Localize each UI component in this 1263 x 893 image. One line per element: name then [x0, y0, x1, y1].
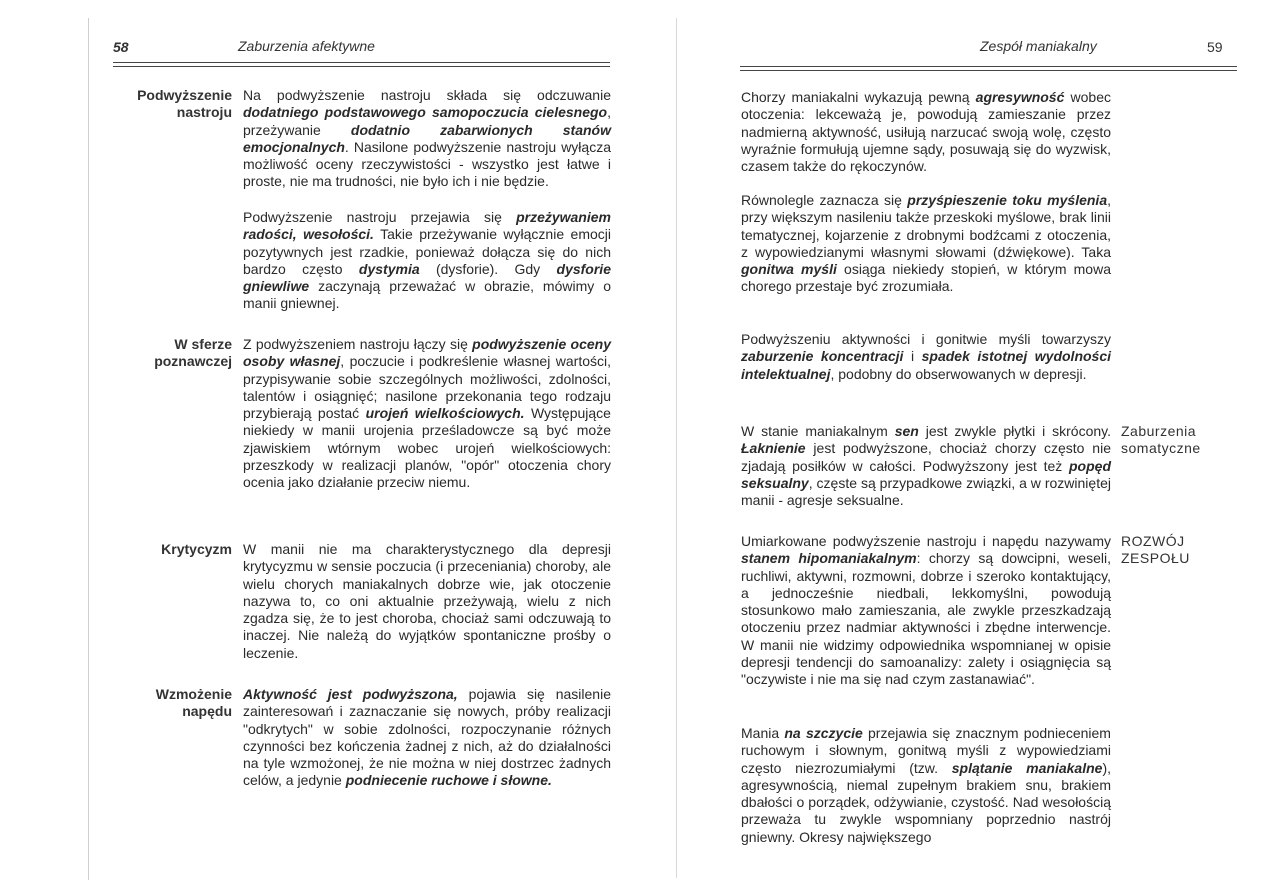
side-heading-w-sferze-poznawczej — [100, 336, 232, 370]
paragraph — [741, 89, 1111, 175]
side-heading-line: Krytycyzm — [161, 541, 232, 557]
text-run: wobec otoczenia: lekceważą je, powodują zamieszanie przez nadmierną aktywność, usiłują narzucać swoją wolę, często wyraźnie formułują ujemne sądy, posuwają się do wyzwisk, czasem także do rękoczynów. — [741, 89, 1111, 175]
running-head-left: Zaburzenia afektywne — [238, 38, 375, 54]
text-run: jest podwyższone, chociaż chorzy często nie zjadają posiłków w całości. Podwyższony jest też — [741, 440, 1111, 474]
paragraph — [243, 87, 611, 191]
text-run: Umiarkowane podwyższenie nastroju i napędu nazywamy — [741, 533, 1111, 549]
text-run: i — [903, 348, 922, 365]
emphasized-term: sen — [894, 423, 919, 439]
emphasized-term: agresywność — [975, 89, 1065, 105]
header-rule — [740, 66, 1237, 67]
side-heading-podwyzszenie-nastroju — [100, 87, 232, 121]
emphasized-term: podniecenie ruchowe i słowne. — [345, 772, 552, 789]
paragraph — [243, 686, 611, 790]
paragraph — [243, 336, 611, 492]
text-run: , przy większym nasileniu także przeskoki myślowe, brak linii tematycznej, kojarzenie z drobnymi bodźcami z otoczenia, z wypowiedzianymi własnymi słowami (dźwiękowe). Taka — [741, 192, 1111, 260]
margin-note-line: ROZWÓJ — [1121, 533, 1185, 549]
text-run: , częste są przypadkowe związki, a w rozwiniętej manii - agresje seksualne. — [741, 474, 1111, 509]
emphasized-term: przyśpieszenie toku myślenia — [907, 192, 1108, 208]
text-run: Podwyższeniu aktywności i gonitwie myśli towarzyszy — [741, 331, 1111, 347]
emphasized-term: gonitwa myśli — [741, 261, 837, 278]
paragraph — [741, 192, 1111, 296]
emphasized-term: dodatniego podstawowego samopoczucia cielesnego — [243, 104, 608, 121]
text-run: . Nasilone podwyższenie nastroju wyłącza możliwość oceny rzeczywistości - wszystko jest łatwe i proste, nie ma trudności, nie było ich i nie będzie. — [243, 138, 611, 190]
margin-note-rozwoj-zespolu — [1121, 533, 1241, 567]
emphasized-term: dysforie gniewliwe — [243, 260, 611, 295]
emphasized-term: na szczycie — [784, 725, 863, 741]
side-heading-krytycyzm — [100, 541, 232, 558]
emphasized-term: stanem hipomaniakalnym — [741, 550, 917, 567]
running-head-right: Zespół maniakalny — [980, 38, 1097, 54]
paragraph — [243, 209, 611, 313]
left-page — [0, 0, 630, 893]
text-run: jest zwykle płytki i skrócony. — [918, 423, 1111, 439]
page-number-left: 58 — [113, 39, 129, 55]
text-run: Z podwyższeniem nastroju łączy się — [243, 336, 473, 352]
emphasized-term: Łaknienie — [741, 440, 806, 457]
text-run: pojawia się nasilenie zainteresowań i zaznaczanie się nowych, próby realizacji "odkrytych" w sobie zdolności, rozpoczynanie różnych czynności bez kończenia żadnej z nich, aż do działalności na tyle wzmożonej, że nie można w niej dostrzec żadnych celów, a jedynie — [243, 686, 611, 789]
text-run: ), agresywnością, niemal zupełnym brakiem snu, brakiem dbałości o porządek, odżywianie, czystość. Nad wesołością przeważa tu zwykle wspomniany poprzednio nastrój gniewny. Okresy największego — [741, 759, 1111, 845]
text-run: (dysforie). Gdy — [419, 260, 557, 277]
text-run: Podwyższenie nastroju przejawia się — [243, 209, 517, 225]
text-run: , podobny do obserwowanych w depresji. — [830, 365, 1087, 382]
text-run: przejawia się znacznym podnieceniem ruchowym i słownym, gonitwą myśli z wypowiedziami często niezrozumiałymi (tzw. — [741, 725, 1111, 776]
emphasized-term: Aktywność jest podwyższona, — [243, 686, 458, 702]
header-rule — [113, 66, 610, 67]
side-heading-line: napędu — [182, 703, 232, 719]
text-run: Mania — [741, 725, 785, 741]
emphasized-term: popęd seksualny — [741, 457, 1111, 491]
text-run: Występujące niekiedy w manii urojenia prześladowcze są być może zjawiskiem wtórnym wobec urojeń wielkościowych: przeszkody w realizacji planów, "opór" otoczenia chory ocenia jako działanie przeciw niemu. — [243, 405, 611, 491]
emphasized-term: przeżywaniem radości, wesołości. — [243, 209, 611, 243]
margin-note-line: ZESPOŁU — [1121, 550, 1190, 566]
paragraph — [741, 533, 1111, 689]
paragraph — [741, 423, 1111, 509]
right-page — [630, 0, 1263, 893]
side-heading-line: Podwyższenie — [137, 87, 232, 103]
side-heading-line: Wzmożenie — [155, 686, 232, 702]
text-run: , przeżywanie — [243, 104, 611, 138]
header-rule — [113, 62, 610, 63]
paragraph — [741, 725, 1111, 846]
side-heading-line: W sferze — [174, 336, 232, 352]
page-edge-line — [88, 18, 89, 880]
text-run: osiąga niekiedy stopień, w którym mowa chorego przestaje być zrozumiała. — [741, 261, 1111, 295]
text-run: : chorzy są dowcipni, weseli, ruchliwi, aktywni, rozmowni, dobrze i szeroko kontaktujący, a jednocześnie niedbali, lekkomyślni, powodują stosunkowo mało zamieszania, ale zwykle przeszkadzają otoczeniu przez nadmiar aktywności i zbędne interwencje. W manii nie widzimy odpowiednika wspomnianej w opisie depresji tendencji do samoanalizy: zalety i osiągnięcia są "oczywiste i nie ma się nad czym zastanawiać". — [741, 550, 1111, 688]
text-run: zaczynają przeważać w obrazie, mówimy o manii gniewnej. — [243, 278, 611, 312]
margin-note-line: Zaburzenia — [1121, 423, 1197, 439]
emphasized-term: zaburzenie koncentracji — [741, 348, 904, 365]
emphasized-term: dystymia — [358, 260, 420, 277]
text-run: Na podwyższenie nastroju składa się odczuwanie — [243, 87, 611, 103]
text-run: Takie przeżywanie wyłącznie emocji pozytywnych jest rzadkie, ponieważ dołącza się do nich bardzo często — [243, 226, 611, 277]
margin-note-line: somatyczne — [1121, 440, 1201, 456]
text-run: W manii nie ma charakterystycznego dla depresji krytycyzmu w sensie poczucia (i przeceniania) choroby, ale wielu chorych maniakalnych dobrze wie, jak otoczenie nazywa to, co oni aktualnie przeżywają, wielu z nich zgadza się, że to jest choroba, chociaż sami odczuwają to inaczej. Nie należą do wyjątków spontaniczne prośby o leczenie. — [243, 541, 611, 661]
margin-note-zaburzenia-somatyczne — [1121, 423, 1241, 457]
text-run: Chorzy maniakalni wykazują pewną — [741, 89, 976, 105]
side-heading-line: nastroju — [176, 104, 232, 120]
page-number-right: 59 — [1207, 39, 1223, 55]
emphasized-term: spadek istotnej wydolności intelektualnej — [741, 348, 1112, 382]
text-run: W stanie maniakalnym — [741, 423, 895, 439]
emphasized-term: urojeń wielkościowych. — [365, 405, 525, 422]
text-run: , poczucie i podkreślenie własnej wartości, przypisywanie sobie szczególnych możliwości, zdolności, talentów i osiągnięć; nasilone przekonania tego rodzaju przybierają postać — [243, 353, 611, 422]
emphasized-term: dodatnio zabarwionych stanów emocjonalnych — [243, 121, 611, 155]
paragraph — [741, 331, 1111, 383]
side-heading-line: poznawczej — [154, 353, 232, 369]
paragraph — [243, 541, 611, 662]
header-rule — [740, 70, 1237, 71]
emphasized-term: podwyższenie oceny osoby własnej — [243, 336, 612, 370]
side-heading-wzmozenie-napedu — [100, 686, 232, 720]
text-run: Równolegle zaznacza się — [741, 192, 908, 208]
emphasized-term: splątanie maniakalne — [951, 759, 1103, 776]
